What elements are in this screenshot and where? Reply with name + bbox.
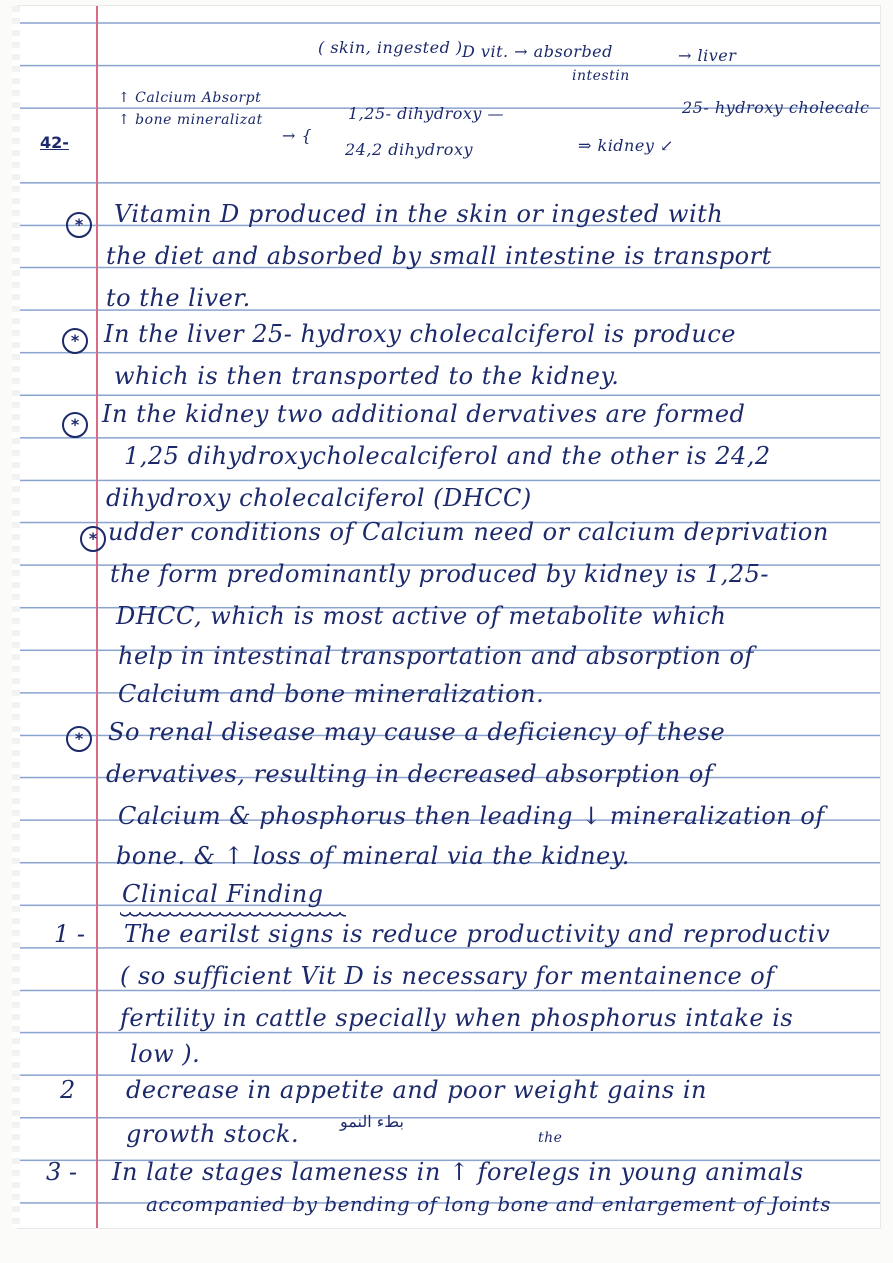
margin-line <box>96 6 98 1228</box>
section-heading: Clinical Finding <box>122 880 324 908</box>
p1-line-3: to the liver. <box>106 284 251 312</box>
note-25-hydroxy: 25- hydroxy cholecalc <box>682 98 870 117</box>
p2-line-2: which is then transported to the kidney. <box>114 362 620 390</box>
p5-line-3: Calcium & phosphorus then leading ↓ mineralization of <box>118 802 825 830</box>
note-bone-mineral: ↑ bone mineralizat <box>118 112 263 128</box>
note-intestin: intestin <box>572 68 630 84</box>
note-242-dihydroxy: 24,2 dihydroxy <box>345 140 473 159</box>
page-number: 42- <box>40 133 69 152</box>
p5-line-4: bone. & ↑ loss of mineral via the kidney. <box>116 842 630 870</box>
note-calcium-absorb: ↑ Calcium Absorpt <box>118 90 262 106</box>
p4-line-3: DHCC, which is most active of metabolite which <box>116 602 727 630</box>
p3-line-1: In the kidney two additional dervatives are formed <box>102 400 746 428</box>
f3-line-1: In late stages lameness in ↑ forelegs in young animals <box>112 1158 804 1186</box>
bullet-1: * <box>66 212 92 238</box>
note-125-dihydroxy: 1,25- dihydroxy — <box>348 104 504 123</box>
finding-3-number: 3 - <box>46 1158 78 1186</box>
p2-line-1: In the liver 25- hydroxy cholecalciferol is produce <box>104 320 736 348</box>
note-dvit: D vit. → absorbed <box>462 42 613 61</box>
f2-margin-note: بطء النمو <box>340 1112 404 1131</box>
f2-line-1: decrease in appetite and poor weight gains in <box>126 1076 707 1104</box>
p1-line-2: the diet and absorbed by small intestine is transport <box>106 242 772 270</box>
p5-line-2: dervatives, resulting in decreased absorption of <box>106 760 714 788</box>
bullet-5: * <box>66 726 92 752</box>
note-liver: → liver <box>678 46 737 65</box>
p1-line-1: Vitamin D produced in the skin or ingested with <box>114 200 724 228</box>
torn-edge <box>12 6 20 1228</box>
bullet-4: * <box>80 526 106 552</box>
heading-wavy-underline <box>120 912 346 920</box>
p4-line-4: help in intestinal transportation and absorption of <box>118 642 754 670</box>
note-skin-ingested: ( skin, ingested ) <box>318 38 463 57</box>
f2-line-2: growth stock. <box>126 1120 300 1148</box>
p3-line-3: dihydroxy cholecalciferol (DHCC) <box>106 484 532 512</box>
p5-line-1: So renal disease may cause a deficiency of these <box>108 718 726 746</box>
bullet-3: * <box>62 412 88 438</box>
note-kidney: ⇒ kidney ↙ <box>578 136 674 155</box>
finding-1-number: 1 - <box>54 920 86 948</box>
f3-insert-note: the <box>538 1130 563 1146</box>
p3-line-2: 1,25 dihydroxycholecalciferol and the other is 24,2 <box>124 442 771 470</box>
p4-line-5: Calcium and bone mineralization. <box>118 680 545 708</box>
f3-line-2: accompanied by bending of long bone and enlargement of Joints <box>146 1192 831 1216</box>
note-brace-arrow: → { <box>282 126 313 145</box>
f1-line-1: The earilst signs is reduce productivity and reproductiv <box>124 920 831 948</box>
finding-2-number: 2 <box>60 1076 76 1104</box>
p4-line-1: udder conditions of Calcium need or calcium deprivation <box>108 518 829 546</box>
f1-line-2: ( so sufficient Vit D is necessary for mentainence of <box>120 962 775 990</box>
bullet-2: * <box>62 328 88 354</box>
f1-line-4: low ). <box>130 1040 201 1068</box>
p4-line-2: the form predominantly produced by kidney is 1,25- <box>110 560 770 588</box>
f1-line-3: fertility in cattle specially when phosphorus intake is <box>120 1004 794 1032</box>
